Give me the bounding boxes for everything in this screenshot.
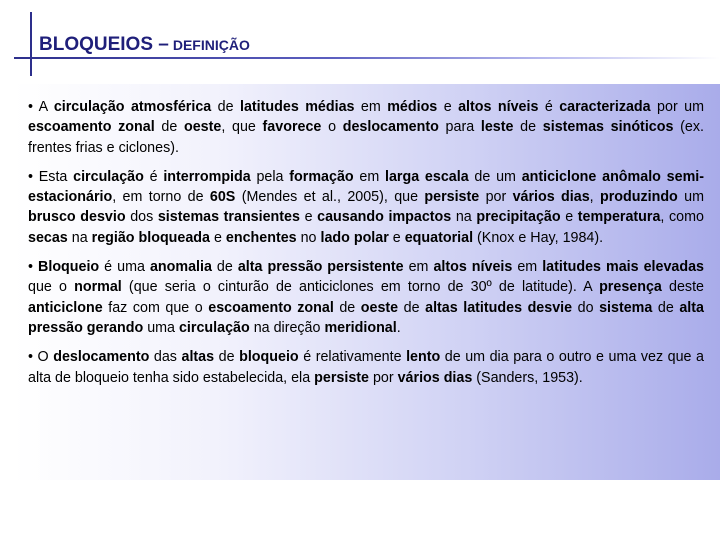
bold-term: persiste: [314, 369, 369, 386]
bold-term: anticiclone: [28, 299, 103, 316]
text-run: por: [479, 189, 513, 206]
bold-term: equatorial: [404, 229, 474, 246]
text-run: • Esta: [28, 168, 74, 185]
bold-term: alta pressão persistente: [237, 259, 404, 276]
bullet-paragraph: [28, 97, 704, 158]
bold-term: anomalia: [149, 259, 212, 276]
bold-term: bloqueio: [239, 349, 299, 366]
bold-term: sistema: [599, 299, 653, 316]
text-run: de: [154, 119, 184, 136]
text-run: de: [211, 259, 238, 276]
bold-term: temperatura: [577, 209, 661, 226]
bold-term: oeste: [183, 119, 222, 136]
bold-term: persiste: [424, 189, 480, 206]
bold-term: anticiclone anômalo semi-estacionário: [28, 168, 705, 206]
bold-term: vários dias: [512, 189, 590, 206]
bold-term: secas: [28, 229, 68, 246]
bold-term: interrompida: [163, 168, 251, 185]
bold-term: altas latitudes desvie: [425, 299, 573, 316]
bold-term: normal: [74, 279, 122, 296]
bold-term: altos níveis: [433, 259, 513, 276]
bold-term: latitudes médias: [240, 99, 355, 115]
text-run: deste: [661, 279, 704, 296]
text-run: que o: [28, 279, 75, 296]
bold-term: precipitação: [476, 209, 561, 226]
text-run: é: [538, 99, 560, 115]
text-run: (ex. frentes frias e ciclones).: [28, 119, 704, 156]
text-run: • O: [28, 349, 54, 366]
title-accent-line: [30, 12, 32, 76]
title-subtitle: DEFINIÇÃO: [172, 37, 250, 53]
text-run: o: [321, 119, 343, 136]
bold-term: causando impactos: [317, 209, 452, 226]
text-run: (Sanders, 1953).: [472, 369, 583, 386]
text-run: pela: [250, 168, 290, 185]
bold-term: presença: [599, 279, 662, 296]
bold-term: Bloqueio: [38, 259, 100, 276]
text-run: para: [438, 119, 481, 136]
text-run: de: [333, 299, 361, 316]
text-run: e: [388, 229, 405, 246]
bold-term: enchentes: [225, 229, 297, 246]
text-run: (que seria o cinturão de anticiclones em torno de 30º de latitude). A: [121, 279, 600, 296]
text-run: de: [513, 119, 543, 136]
bold-term: médios: [387, 99, 438, 115]
text-run: de um: [468, 168, 522, 185]
bold-term: favorece: [262, 119, 322, 136]
bullet-paragraph: [28, 167, 704, 248]
text-run: é uma: [99, 259, 150, 276]
bullet-paragraph: [28, 347, 704, 388]
bold-term: larga escala: [385, 168, 469, 185]
bold-term: lado polar: [320, 229, 389, 246]
text-run: ,: [589, 189, 600, 206]
bold-term: escoamento zonal: [28, 119, 155, 136]
text-run: por: [369, 369, 398, 386]
title-underline: [14, 57, 720, 59]
text-run: , como: [660, 209, 704, 226]
text-run: • A: [28, 99, 54, 115]
text-run: uma: [143, 319, 179, 336]
bold-term: oeste: [360, 299, 399, 316]
text-run: de um dia para o outro e uma vez que a alta de bloqueio tenha sido estabelecida, ela: [28, 349, 704, 386]
bold-term: produzindo: [599, 189, 678, 206]
bold-term: sistemas transientes: [157, 209, 300, 226]
bold-term: circulação: [178, 319, 250, 336]
bold-term: circulação: [73, 168, 144, 185]
text-run: em: [354, 99, 388, 115]
text-run: em: [512, 259, 543, 276]
text-run: na: [451, 209, 477, 226]
text-run: das: [149, 349, 182, 366]
text-run: dos: [125, 209, 158, 226]
text-run: é: [143, 168, 164, 185]
bold-term: sistemas sinóticos: [542, 119, 674, 136]
text-run: em: [353, 168, 385, 185]
text-run: na direção: [249, 319, 325, 336]
text-run: e: [560, 209, 578, 226]
text-run: por um: [650, 99, 704, 115]
text-run: .: [396, 319, 401, 336]
bold-term: meridional: [324, 319, 397, 336]
slide-title: [39, 34, 250, 56]
bold-term: caracterizada: [559, 99, 651, 115]
bold-term: circulação atmosférica: [53, 99, 212, 115]
text-run: , que: [221, 119, 263, 136]
text-run: e: [437, 99, 459, 115]
bold-term: deslocamento: [342, 119, 439, 136]
title-main: BLOQUEIOS –: [39, 34, 169, 55]
content-body: [28, 97, 704, 397]
text-run: de: [211, 99, 240, 115]
text-run: no: [296, 229, 321, 246]
bullet-paragraph: [28, 257, 704, 338]
bold-term: alta pressão gerando: [28, 299, 704, 336]
bold-term: 60S: [209, 189, 236, 206]
text-run: do: [572, 299, 600, 316]
text-run: e: [299, 209, 318, 226]
bold-term: leste: [480, 119, 514, 136]
text-run: de: [652, 299, 680, 316]
text-run: em: [403, 259, 434, 276]
text-run: faz com que o: [102, 299, 209, 316]
text-run: •: [28, 259, 39, 276]
text-run: (Knox e Hay, 1984).: [473, 229, 604, 246]
bold-term: formação: [289, 168, 354, 185]
text-run: de: [398, 299, 426, 316]
text-run: (Mendes et al., 2005), que: [235, 189, 425, 206]
bold-term: lento: [406, 349, 441, 366]
text-run: e: [210, 229, 226, 246]
bold-term: vários dias: [397, 369, 473, 386]
text-run: na: [67, 229, 92, 246]
text-run: é relativamente: [298, 349, 407, 366]
text-run: , em torno de: [112, 189, 210, 206]
bold-term: brusco desvio: [28, 209, 126, 226]
bold-term: altas: [181, 349, 215, 366]
bold-term: escoamento zonal: [208, 299, 334, 316]
bold-term: altos níveis: [458, 99, 539, 115]
bold-term: região bloqueada: [91, 229, 210, 246]
text-run: de: [214, 349, 240, 366]
text-run: um: [677, 189, 704, 206]
bold-term: latitudes mais elevadas: [542, 259, 704, 276]
bold-term: deslocamento: [53, 349, 150, 366]
